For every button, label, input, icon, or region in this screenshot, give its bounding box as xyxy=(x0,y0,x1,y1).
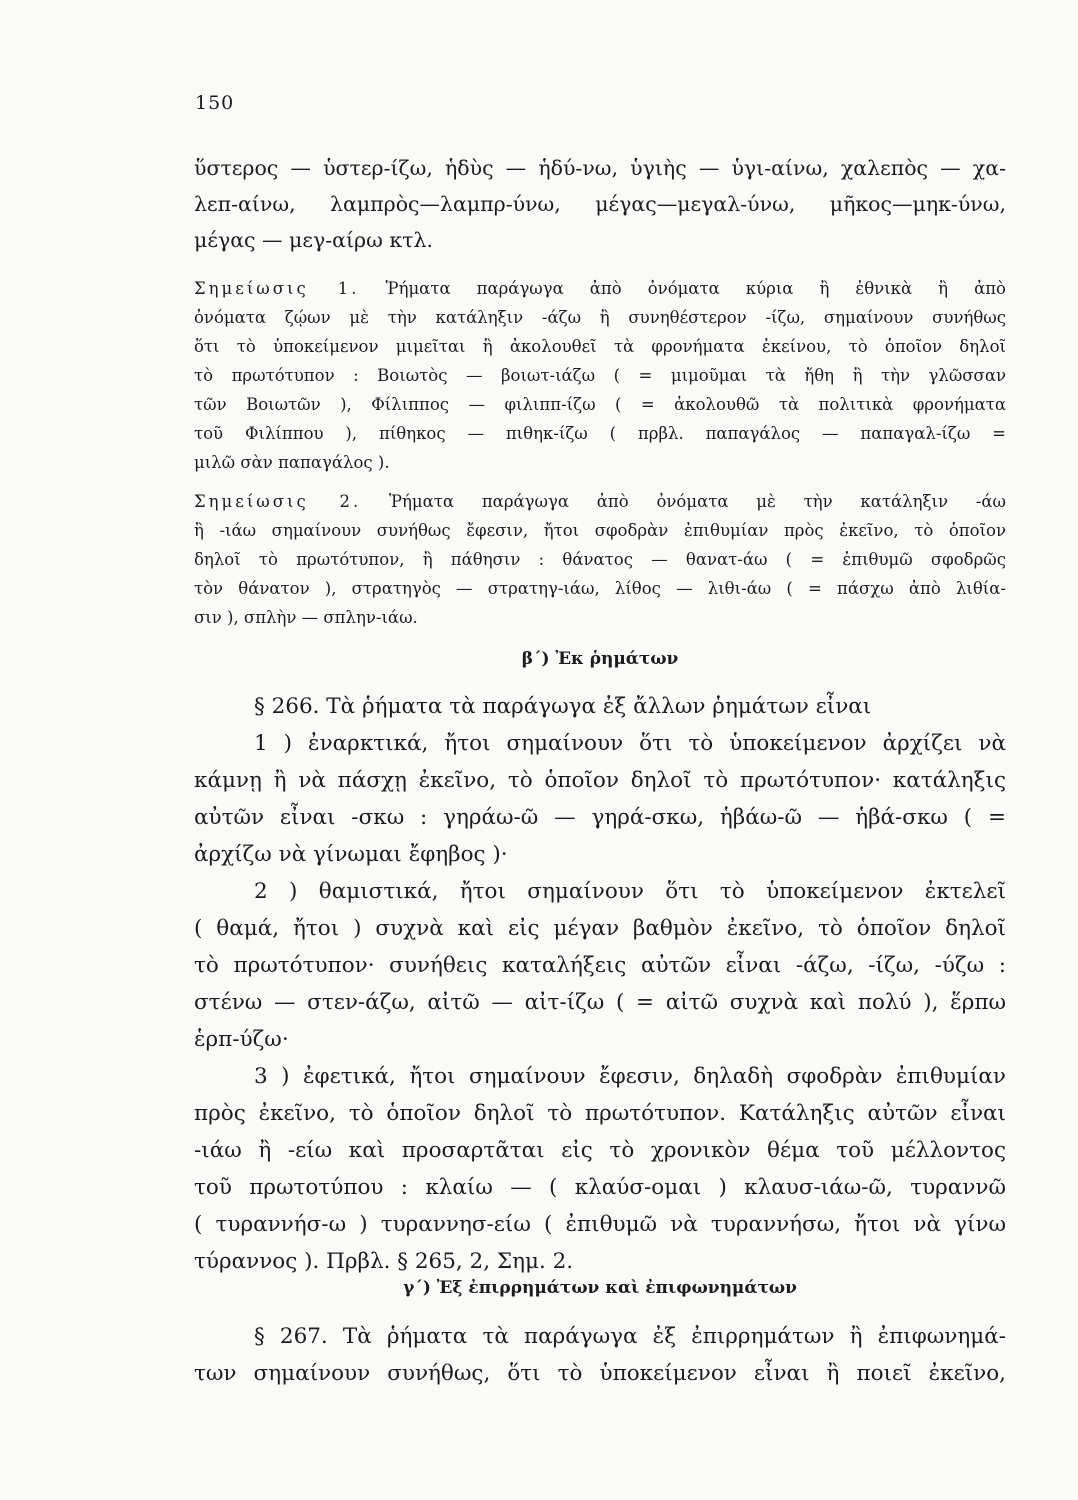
text-line: 2 ) θαμιστικά, ἤτοι σημαίνουν ὅτι τὸ ὑποκείμενον ἐκτελεῖ xyxy=(254,879,1006,904)
text-line: ἢ -ιάω σημαίνουν συνήθως ἔφεσιν, ἤτοι σφοδρὰν ἐπιθυμίαν πρὸς ἐκεῖνο, τὸ ὁποῖον xyxy=(194,521,1006,540)
text-line: § 266. Τὰ ῥήματα τὰ παράγωγα ἐξ ἄλλων ῥημάτων εἶναι xyxy=(254,694,872,719)
text-line: μιλῶ σὰν παπαγάλος ). xyxy=(194,453,390,472)
text-line: § 267. Τὰ ῥήματα τὰ παράγωγα ἐξ ἐπιρρημάτων ἢ ἐπιφωνημά- xyxy=(254,1324,1006,1349)
note-1 xyxy=(194,274,1006,477)
text-line: τὸ πρωτότυπον : Βοιωτὸς — βοιωτ-ιάζω ( = μιμοῦμαι τὰ ἤθη ἢ τὴν γλῶσσαν xyxy=(194,366,1006,385)
text-line: Ῥήματα παράγωγα ἀπὸ ὀνόματα μὲ τὴν κατάληξιν -άω xyxy=(389,492,1006,511)
text-line: των σημαίνουν συνήθως, ὅτι τὸ ὑποκείμενον εἶναι ἢ ποιεῖ ἐκεῖνο, xyxy=(194,1361,1006,1386)
text-line: ἀρχίζω νὰ γίνωμαι ἔφηβος )· xyxy=(194,842,508,867)
section-heading-c xyxy=(194,1273,1006,1303)
note-label: Σημείωσις 2. xyxy=(194,492,362,511)
text-line: στένω — στεν-άζω, αἰτῶ — αἰτ-ίζω ( = αἰτῶ συχνὰ καὶ πολύ ), ἕρπω xyxy=(194,990,1006,1015)
text-line: τῶν Βοιωτῶν ), Φίλιππος — φιλιππ-ίζω ( = ἀκολουθῶ τὰ πολιτικὰ φρονήματα xyxy=(194,395,1006,414)
text-line: λεπ-αίνω, λαμπρὸς—λαμπρ-ύνω, μέγας—μεγαλ-ύνω, μῆκος—μηκ-ύνω, xyxy=(194,192,1006,216)
text-line: ὀνόματα ζῴων μὲ τὴν κατάληξιν -άζω ἢ συνηθέστερον -ίζω, σημαίνουν συνήθως xyxy=(194,308,1006,327)
text-line: αὐτῶν εἶναι -σκω : γηράω-ῶ — γηρά-σκω, ἡβάω-ῶ — ἡβά-σκω ( = xyxy=(194,805,1006,830)
text-line: 1 ) ἐναρκτικά, ἤτοι σημαίνουν ὅτι τὸ ὑποκείμενον ἀρχίζει νὰ xyxy=(254,731,1006,756)
text-line: τὸ πρωτότυπον· συνήθεις καταλήξεις αὐτῶν εἶναι -άζω, -ίζω, -ύζω : xyxy=(194,953,1006,978)
note-label: Σημείωσις 1. xyxy=(194,279,360,298)
text-line: ( θαμά, ἤτοι ) συχνὰ καὶ εἰς μέγαν βαθμὸν ἐκεῖνο, τὸ ὁποῖον δηλοῖ xyxy=(194,916,1006,941)
text-line: ἑρπ-ύζω· xyxy=(194,1027,289,1052)
section-267 xyxy=(194,1318,1006,1392)
text-line: ( τυραννήσ-ω ) τυραννησ-είω ( ἐπιθυμῶ νὰ τυραννήσω, ἤτοι νὰ γίνω xyxy=(194,1212,1006,1237)
text-line: ὅτι τὸ ὑποκείμενον μιμεῖται ἢ ἀκολουθεῖ τὰ φρονήματα ἐκείνου, τὸ ὁποῖον δηλοῖ xyxy=(194,337,1006,356)
text-line: μέγας — μεγ-αίρω κτλ. xyxy=(194,228,434,252)
page-number: 150 xyxy=(195,92,235,114)
text-line: ὕστερος — ὑστερ-ίζω, ἡδὺς — ἡδύ-νω, ὑγιὴς — ὑγι-αίνω, χαλεπὸς — χα- xyxy=(194,156,1006,180)
text-line: τύραννος ). Πρβλ. § 265, 2, Σημ. 2. xyxy=(194,1249,574,1274)
text-line: -ιάω ἢ -είω καὶ προσαρτᾶται εἰς τὸ χρονικὸν θέμα τοῦ μέλλοντος xyxy=(194,1138,1006,1163)
text-line: δηλοῖ τὸ πρωτότυπον, ἢ πάθησιν : θάνατος — θανατ-άω ( = ἐπιθυμῶ σφοδρῶς xyxy=(194,550,1006,569)
examples-block xyxy=(194,150,1006,258)
note-2 xyxy=(194,487,1006,632)
text-line: σιν ), σπλὴν — σπλην-ιάω. xyxy=(194,608,418,627)
section-heading-b xyxy=(194,644,1006,674)
text-line: Ῥήματα παράγωγα ἀπὸ ὀνόματα κύρια ἢ ἐθνικὰ ἢ ἀπὸ xyxy=(385,279,1006,298)
text-line: τοῦ Φιλίππου ), πίθηκος — πιθηκ-ίζω ( πρβλ. παπαγάλος — παπαγαλ-ίζω = xyxy=(194,424,1006,443)
text-line: τὸν θάνατον ), στρατηγὸς — στρατηγ-ιάω, λίθος — λιθι-άω ( = πάσχω ἀπὸ λιθία- xyxy=(194,579,1006,598)
text-line: κάμνῃ ἢ νὰ πάσχῃ ἐκεῖνο, τὸ ὁποῖον δηλοῖ τὸ πρωτότυπον· κατάληξις xyxy=(194,768,1006,793)
text-line: πρὸς ἐκεῖνο, τὸ ὁποῖον δηλοῖ τὸ πρωτότυπον. Κατάληξις αὐτῶν εἶναι xyxy=(194,1101,1006,1126)
heading-text: γ΄) Ἐξ ἐπιρρημάτων καὶ ἐπιφωνημάτων xyxy=(403,1278,797,1298)
heading-text: β΄) Ἐκ ῥημάτων xyxy=(521,649,679,669)
text-line: τοῦ πρωτοτύπου : κλαίω — ( κλαύσ-ομαι ) κλαυσ-ιάω-ῶ, τυραννῶ xyxy=(194,1175,1006,1200)
text-line: 3 ) ἐφετικά, ἤτοι σημαίνουν ἔφεσιν, δηλαδὴ σφοδρὰν ἐπιθυμίαν xyxy=(254,1064,1006,1089)
section-266 xyxy=(194,688,1006,1280)
